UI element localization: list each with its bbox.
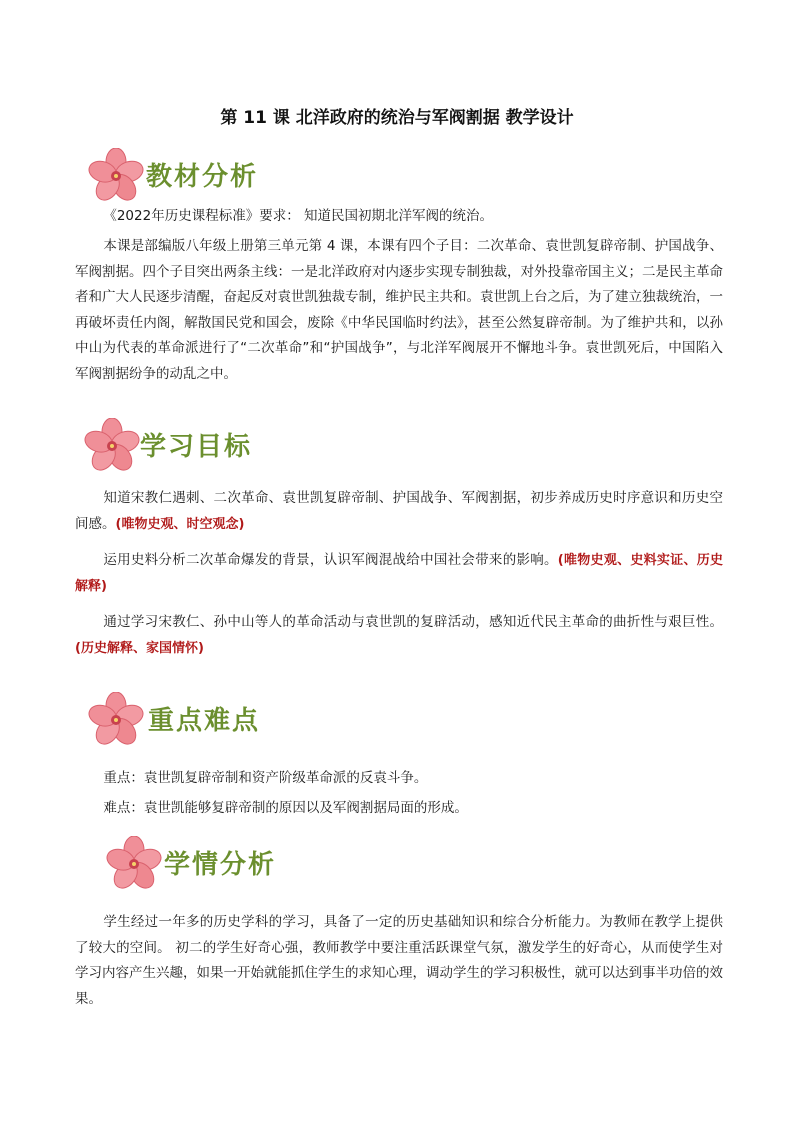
curriculum-standard: 《2022年历史课程标准》要求： 知道民国初期北洋军阀的统治。 [103, 208, 493, 224]
competency-tag: (唯物史观、时空观念) [115, 516, 245, 532]
section-keypoints-header [88, 692, 348, 748]
competency-tag: (历史解释、家国情怀) [75, 640, 204, 656]
cherry-blossom-icon [84, 418, 144, 474]
section-students-header [106, 836, 366, 892]
difficult-point: 难点：袁世凯能够复辟帝制的原因以及军阀割据局面的形成。 [103, 800, 468, 816]
cherry-blossom-icon [106, 836, 166, 892]
goal-item [75, 486, 723, 537]
section-analysis-header [88, 148, 348, 204]
key-point: 重点：袁世凯复辟帝制和资产阶级革命派的反袁斗争。 [103, 770, 428, 786]
competency-tag: (唯物史观、史料实证、历史解释) [75, 553, 723, 594]
cherry-blossom-icon [88, 148, 148, 204]
page-title: 第 11 课 北洋政府的统治与军阀割据 教学设计 [220, 108, 574, 128]
section-heading: 学习目标 [140, 432, 253, 462]
analysis-body: 本课是部编版八年级上册第三单元第 4 课，本课有四个子目：二次革命、袁世凯复辟帝制、护国战争、军阀割据。四个子目突出两条主线：一是北洋政府对内逐步实现专制独裁，对外投靠帝国主义；二是民主革命者和广大人民逐步清醒，奋起反对袁世凯独裁专制，维护民主共和。袁世凯上台之后，为了建立独裁统治，一再破坏责任内阁，解散国民党和国会，废除《中华民国临时约法》，甚至公然复辟帝制。为了维护共和，以孙中山为代表的革命派进行了“二次革命”和“护国战争”，与北洋军阀展开不懈地斗争。袁世凯死后，中国陷入军阀割据纷争的动乱之中。 [75, 238, 723, 382]
section-goals-header [84, 418, 344, 474]
goal-item [75, 548, 723, 599]
section-heading: 学情分析 [164, 850, 277, 880]
goal-item [75, 610, 723, 661]
cherry-blossom-icon [88, 692, 148, 748]
section-heading: 重点难点 [148, 706, 261, 736]
goal-text: 知道宋教仁遇刺、二次革命、袁世凯复辟帝制、护国战争、军阀割据，初步养成历史时序意识和历史空间感。 [75, 490, 723, 532]
goal-text: 运用史料分析二次革命爆发的背景，认识军阀混战给中国社会带来的影响。 [103, 552, 558, 568]
goal-text: 通过学习宋教仁、孙中山等人的革命活动与袁世凯的复辟活动，感知近代民主革命的曲折性与艰巨性。 [103, 614, 723, 630]
section-heading: 教材分析 [146, 162, 259, 192]
students-body: 学生经过一年多的历史学科的学习，具备了一定的历史基础知识和综合分析能力。为教师在教学上提供了较大的空间。 初二的学生好奇心强，教师教学中要注重活跃课堂气氛，激发学生的好奇心，从而使学生对学习内容产生兴趣，如果一开始就能抓住学生的求知心理，调动学生的学习积极性，就可以达到事半功倍的效果。 [75, 914, 723, 1007]
